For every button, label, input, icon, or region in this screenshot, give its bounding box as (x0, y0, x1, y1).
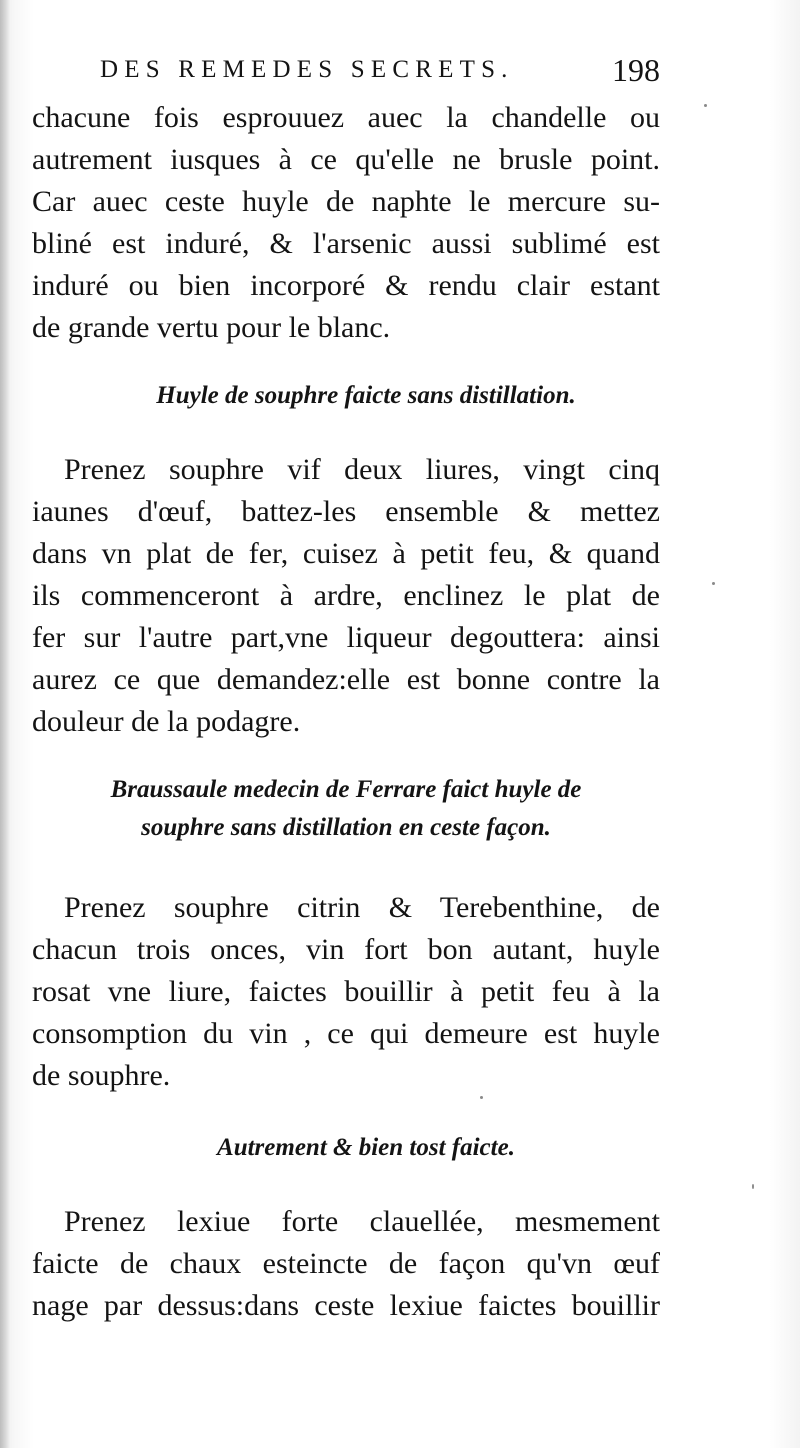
print-speck (712, 582, 715, 585)
text-line: consomption du vin , ce qui demeure est huyle (32, 1017, 660, 1050)
section-heading: Huyle de souphre faicte sans distillation. (156, 382, 576, 409)
print-speck (752, 1184, 754, 1189)
text-line: Prenez souphre vif deux liures, vingt cinq (64, 453, 660, 486)
running-head-title: DES REMEDES SECRETS. (100, 56, 514, 83)
section-heading-line: Braussaule medecin de Ferrare faict huyle de (110, 776, 582, 803)
text-line: fer sur l'autre part,vne liqueur degouttera: ainsi (32, 621, 660, 654)
text-line: bliné est induré, & l'arsenic aussi sublimé est (32, 227, 660, 260)
text-line: de souphre. (32, 1059, 171, 1092)
text-line: dans vn plat de fer, cuisez à petit feu, & quand (32, 537, 660, 570)
spine-shadow (0, 0, 10, 1448)
text-line: faicte de chaux esteincte de façon qu'vn œuf (32, 1247, 660, 1280)
text-line: Car auec ceste huyle de naphte le mercure su- (32, 185, 660, 218)
text-line: aurez ce que demandez:elle est bonne contre la (32, 663, 660, 696)
text-line: Prenez souphre citrin & Terebenthine, de (64, 891, 660, 924)
running-head (100, 50, 660, 90)
page-number: 198 (612, 52, 660, 88)
text-line: de grande vertu pour le blanc. (32, 311, 391, 344)
section-heading-line: souphre sans distillation en ceste façon. (141, 814, 551, 841)
text-line: nage par dessus:dans ceste lexiue faictes bouillir (32, 1289, 660, 1322)
print-speck (480, 1096, 483, 1099)
text-line: autrement iusques à ce qu'elle ne brusle point. (32, 143, 660, 176)
print-speck (704, 104, 707, 107)
text-line: douleur de la podagre. (32, 705, 301, 738)
text-line: induré ou bien incorporé & rendu clair estant (32, 269, 660, 302)
text-line: rosat vne liure, faictes bouillir à petit feu à la (32, 975, 660, 1008)
section-heading: Autrement & bien tost faicte. (217, 1134, 515, 1161)
text-line: chacun trois onces, vin fort bon autant, huyle (32, 933, 660, 966)
text-line: Prenez lexiue forte clauellée, mesmement (64, 1205, 660, 1238)
text-line: ils commenceront à ardre, enclinez le plat de (32, 579, 660, 612)
text-line: iaunes d'œuf, battez-les ensemble & mettez (32, 495, 660, 528)
text-line: chacune fois esprouuez auec la chandelle ou (32, 101, 660, 134)
